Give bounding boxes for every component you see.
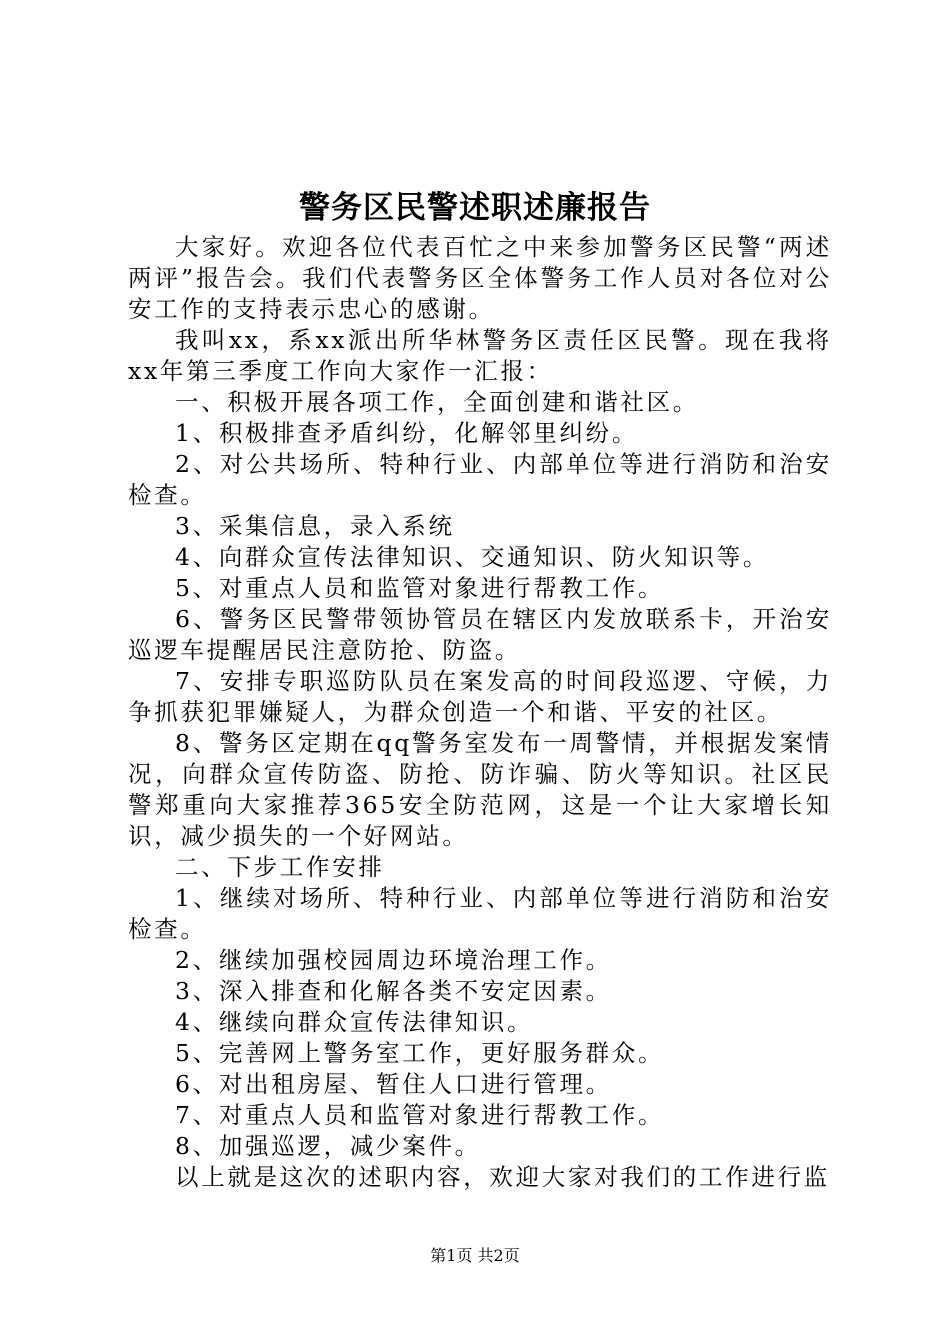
paragraph: 我叫xx，系xx派出所华林警务区责任区民警。现在我将xx年第三季度工作向大家作一汇报： bbox=[128, 326, 832, 385]
paragraph: 6、警务区民警带领协管员在辖区内发放联系卡，开治安巡逻车提醒居民注意防抢、防盗。 bbox=[128, 605, 832, 664]
paragraph: 8、加强巡逻，减少案件。 bbox=[175, 1132, 481, 1160]
paragraph: 二、下步工作安排 bbox=[175, 853, 385, 881]
paragraph: 3、采集信息，录入系统 bbox=[175, 512, 455, 540]
paragraph: 大家好。欢迎各位代表百忙之中来参加警务区民警“两述两评”报告会。我们代表警务区全体警务工作人员对各位对公安工作的支持表示忠心的感谢。 bbox=[128, 233, 832, 323]
paragraph: 一、积极开展各项工作，全面创建和谐社区。 bbox=[175, 388, 699, 416]
paragraph: 7、安排专职巡防队员在案发高的时间段巡逻、守候，力争抓获犯罪嫌疑人，为群众创造一个和谐、平安的社区。 bbox=[128, 667, 832, 726]
paragraph: 7、对重点人员和监管对象进行帮教工作。 bbox=[175, 1101, 665, 1129]
paragraph: 5、完善网上警务室工作，更好服务群众。 bbox=[175, 1039, 665, 1067]
paragraph: 4、向群众宣传法律知识、交通知识、防火知识等。 bbox=[175, 543, 770, 571]
paragraph: 8、警务区定期在qq警务室发布一周警情，并根据发案情况，向群众宣传防盗、防抢、防诈骗、防火等知识。社区民警郑重向大家推荐365安全防范网，这是一个让大家增长知识，减少损失的一个好网站。 bbox=[128, 729, 832, 850]
paragraph: 1、积极排查矛盾纠纷，化解邻里纠纷。 bbox=[175, 419, 639, 447]
paragraph: 5、对重点人员和监管对象进行帮教工作。 bbox=[175, 574, 665, 602]
document-body bbox=[128, 232, 832, 1193]
paragraph: 2、对公共场所、特种行业、内部单位等进行消防和治安检查。 bbox=[128, 450, 832, 509]
paragraph: 4、继续向群众宣传法律知识。 bbox=[175, 1008, 534, 1036]
paragraph: 以上就是这次的述职内容，欢迎大家对我们的工作进行监 bbox=[175, 1163, 830, 1191]
document-title: 警务区民警述职述廉报告 bbox=[299, 190, 651, 226]
page-footer: 第1页 共2页 bbox=[430, 1246, 520, 1265]
paragraph: 6、对出租房屋、暂住人口进行管理。 bbox=[175, 1070, 612, 1098]
paragraph: 1、继续对场所、特种行业、内部单位等进行消防和治安检查。 bbox=[128, 884, 832, 943]
paragraph: 3、深入排查和化解各类不安定因素。 bbox=[175, 977, 612, 1005]
paragraph: 2、继续加强校园周边环境治理工作。 bbox=[175, 946, 612, 974]
